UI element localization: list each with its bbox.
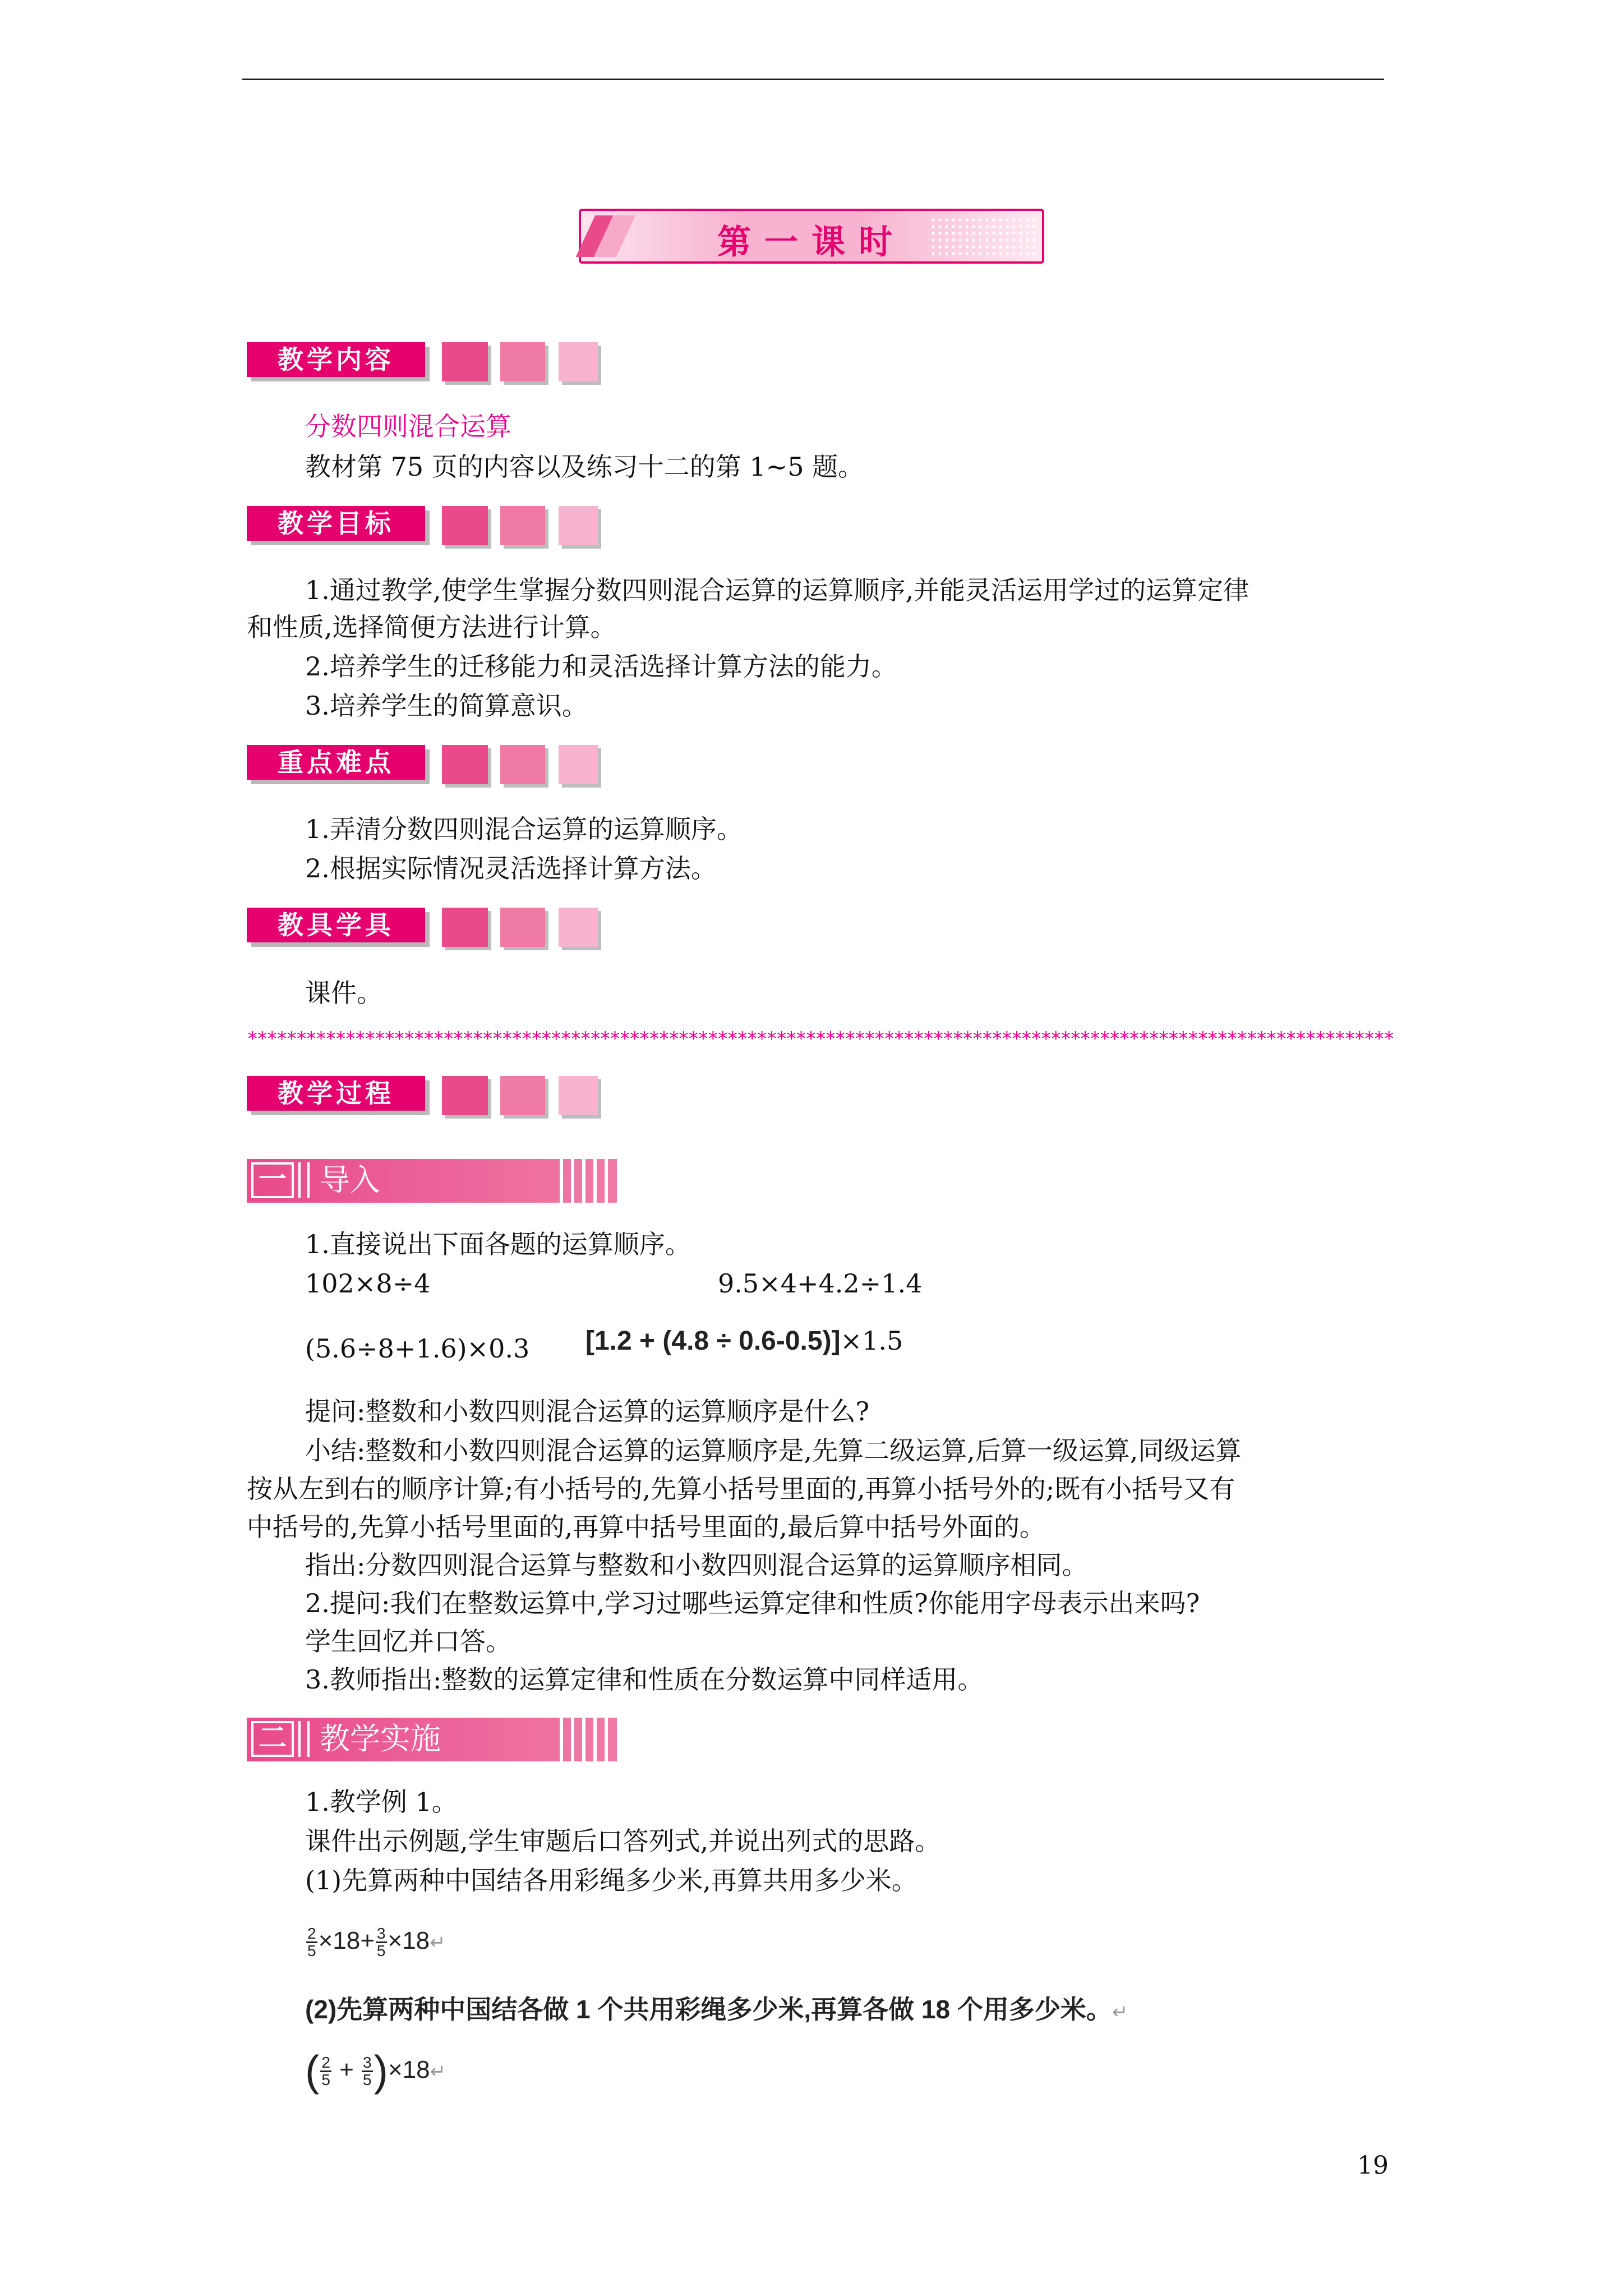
page-number: 19 bbox=[1357, 2151, 1389, 2180]
keypoint-line: 2.根据实际情况灵活选择计算方法。 bbox=[305, 853, 717, 884]
step-bars bbox=[560, 1718, 614, 1761]
bracket-part: [1.2 + (4.8 ÷ 0.6-0.5)] bbox=[585, 1326, 841, 1356]
tag-square bbox=[442, 342, 488, 381]
fraction: $\frac{2}{5}$ bbox=[307, 1924, 316, 1959]
tag-square bbox=[500, 1076, 545, 1115]
return-mark: ↵ bbox=[430, 1932, 446, 1953]
tag-square bbox=[442, 1076, 488, 1115]
question-line: 1.直接说出下面各题的运算顺序。 bbox=[305, 1229, 691, 1259]
step-separator bbox=[298, 1162, 310, 1198]
body-line: 2.提问:我们在整数运算中,学习过哪些运算定律和性质?你能用字母表示出来吗? bbox=[305, 1588, 1200, 1618]
step-bars bbox=[560, 1159, 614, 1203]
body-line: 3.教师指出:整数的运算定律和性质在分数运算中同样适用。 bbox=[305, 1664, 984, 1695]
goal-line: 1.通过教学,使学生掌握分数四则混合运算的运算顺序,并能灵活运用学过的运算定律 bbox=[305, 575, 1249, 605]
lesson-title: 第一课时 bbox=[717, 223, 906, 262]
fraction: $\frac{3}{5}$ bbox=[363, 2053, 372, 2088]
tag-square bbox=[500, 745, 545, 784]
tag-square bbox=[559, 506, 598, 545]
body-line: 按从左到右的顺序计算;有小括号的,先算小括号里面的,再算小括号外的;既有小括号又有 bbox=[247, 1474, 1235, 1504]
body-line: 1.教学例 1。 bbox=[305, 1787, 458, 1817]
section-tag-content bbox=[247, 342, 432, 381]
step-name: 教学实施 bbox=[320, 1721, 441, 1756]
tag-square bbox=[442, 506, 488, 545]
expression: 9.5×4+4.2÷1.4 bbox=[718, 1268, 923, 1299]
body-line: 提问:整数和小数四则混合运算的运算顺序是什么? bbox=[305, 1396, 870, 1427]
bracket-tail: ×1.5 bbox=[840, 1326, 903, 1356]
body-line: (1)先算两种中国结各用彩绳多少米,再算共用多少米。 bbox=[305, 1865, 917, 1895]
body-line: 学生回忆并口答。 bbox=[305, 1626, 511, 1657]
section-tag-label: 教具学具 bbox=[247, 908, 425, 942]
goal-line: 3.培养学生的简算意识。 bbox=[305, 691, 588, 721]
section-tag-tools bbox=[247, 908, 432, 947]
section-tag-goals bbox=[247, 506, 432, 545]
fraction: $\frac{3}{5}$ bbox=[376, 1924, 386, 1959]
goal-line: 2.培养学生的迁移能力和灵活选择计算方法的能力。 bbox=[305, 651, 897, 682]
fraction: $\frac{2}{5}$ bbox=[321, 2053, 330, 2088]
step-banner-implementation bbox=[247, 1718, 617, 1761]
body-line: 小结:整数和小数四则混合运算的运算顺序是,先算二级运算,后算一级运算,同级运算 bbox=[305, 1435, 1242, 1466]
expression-bracketed bbox=[585, 1323, 903, 1359]
header-rule bbox=[242, 79, 1384, 80]
return-mark: ↵ bbox=[1112, 2001, 1128, 2023]
tag-square bbox=[500, 342, 545, 381]
section-tag-label: 教学目标 bbox=[247, 506, 425, 541]
keypoint-line: 1.弄清分数四则混合运算的运算顺序。 bbox=[305, 814, 743, 844]
step-number: 一 bbox=[251, 1162, 294, 1198]
tag-square bbox=[559, 908, 598, 947]
step-banner-intro bbox=[247, 1159, 617, 1203]
section-tag-process bbox=[247, 1076, 432, 1115]
lesson-banner bbox=[579, 209, 1044, 264]
return-mark: ↵ bbox=[430, 2061, 446, 2082]
body-line: 课件出示例题,学生审题后口答列式,并说出列式的思路。 bbox=[305, 1826, 941, 1856]
step-number: 二 bbox=[251, 1721, 294, 1757]
tag-square bbox=[500, 908, 545, 947]
tag-square bbox=[559, 1076, 598, 1115]
body-line: 指出:分数四则混合运算与整数和小数四则混合运算的运算顺序相同。 bbox=[305, 1550, 1088, 1580]
section-tag-label: 重点难点 bbox=[247, 745, 425, 780]
tag-square bbox=[559, 745, 598, 784]
content-scope: 教材第 75 页的内容以及练习十二的第 1~5 题。 bbox=[305, 452, 864, 482]
step-name: 导入 bbox=[320, 1162, 380, 1198]
formula-sum: $\frac{2}{5}$ ×18+ $\frac{3}{5}$ ×18↵ bbox=[307, 1924, 446, 1959]
bold-method-line: (2)先算两种中国结各做 1 个共用彩绳多少米,再算各做 18 个用多少米。↵ bbox=[305, 1995, 1128, 2024]
tag-square bbox=[500, 506, 545, 545]
content-topic: 分数四则混合运算 bbox=[305, 411, 511, 441]
tag-square bbox=[442, 908, 488, 947]
section-tag-keypoints bbox=[247, 745, 432, 784]
tools-text: 课件。 bbox=[305, 978, 382, 1008]
tag-square bbox=[559, 342, 598, 381]
section-tag-label: 教学过程 bbox=[247, 1076, 425, 1111]
section-tag-label: 教学内容 bbox=[247, 342, 425, 377]
goal-line: 和性质,选择简便方法进行计算。 bbox=[247, 612, 616, 642]
star-divider: ********************************************************************************************************************* bbox=[247, 1028, 1393, 1050]
tag-square bbox=[442, 745, 488, 784]
formula-grouped: ( $\frac{2}{5}$ + $\frac{3}{5}$ )×18↵ bbox=[305, 2047, 446, 2095]
body-line: 中括号的,先算小括号里面的,再算中括号里面的,最后算中括号外面的。 bbox=[247, 1512, 1045, 1542]
expression: (5.6÷8+1.6)×0.3 bbox=[305, 1333, 530, 1364]
step-separator bbox=[298, 1721, 310, 1757]
expression: 102×8÷4 bbox=[305, 1268, 431, 1299]
